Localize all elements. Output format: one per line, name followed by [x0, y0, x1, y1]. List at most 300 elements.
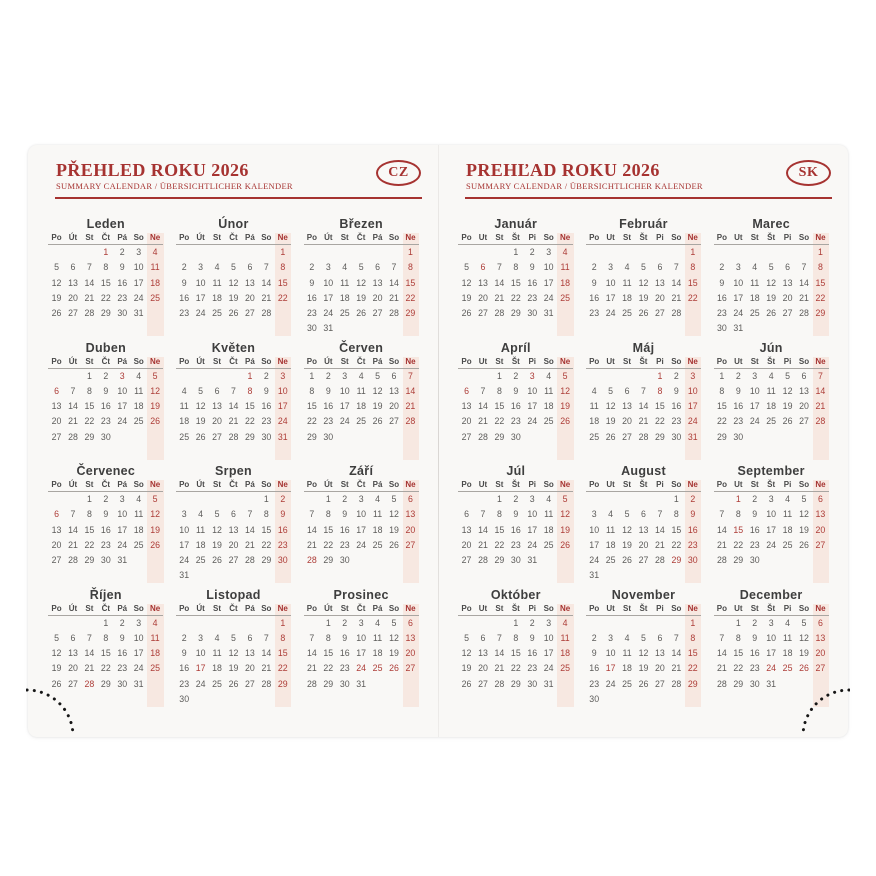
day-cell: 29	[277, 678, 288, 689]
day-cell: 15	[671, 524, 682, 535]
day-cell: 8	[657, 385, 663, 396]
day-cell: 15	[733, 524, 744, 535]
day-cell: 12	[799, 509, 809, 520]
empty-cell	[225, 492, 241, 507]
day-cell: 7	[496, 262, 502, 273]
empty-cell	[304, 445, 320, 460]
day-cell: 11	[212, 648, 222, 659]
month-grid-sk	[455, 216, 832, 710]
weekday-label: Po	[716, 603, 727, 613]
empty-cell	[81, 692, 97, 707]
empty-cell	[557, 568, 573, 583]
weekday-label: So	[261, 233, 272, 242]
weekday-label: Ut	[478, 603, 488, 613]
empty-cell	[130, 321, 146, 336]
day-cell: 20	[405, 648, 416, 659]
empty-cell	[730, 568, 746, 583]
empty-cell	[796, 245, 812, 260]
empty-cell	[242, 492, 258, 507]
day-cell: 11	[356, 385, 366, 396]
weekday-label: Ne	[405, 356, 416, 366]
day-cell: 12	[51, 648, 62, 659]
weekday-header	[48, 233, 163, 245]
weekday-label: Pá	[372, 480, 383, 489]
day-cell: 10	[733, 277, 744, 288]
day-cell: 31	[589, 570, 600, 581]
empty-cell	[275, 445, 291, 460]
month-name: Duben	[85, 340, 127, 355]
month-table	[458, 480, 573, 584]
calendar-spread	[28, 145, 848, 737]
month-table	[586, 480, 701, 584]
day-cell: 11	[622, 277, 632, 288]
day-cell: 17	[195, 292, 206, 303]
day-cell: 21	[68, 539, 78, 550]
day-cell: 19	[638, 292, 649, 303]
empty-cell	[619, 616, 635, 631]
weekday-label: Út	[68, 480, 78, 489]
day-cell: 12	[150, 385, 160, 396]
day-cell: 11	[560, 262, 570, 273]
weekday-label: Čt	[229, 603, 238, 613]
day-grid	[304, 616, 419, 708]
empty-cell	[386, 568, 402, 583]
day-cell: 21	[68, 416, 78, 427]
day-cell: 13	[51, 401, 62, 412]
day-cell: 23	[339, 539, 350, 550]
day-cell: 21	[84, 663, 95, 674]
weekday-label: Ne	[149, 480, 161, 489]
empty-cell	[225, 445, 241, 460]
day-cell: 4	[562, 617, 568, 628]
day-cell: 25	[560, 663, 570, 674]
weekday-label: Po	[179, 356, 190, 366]
day-cell: 19	[638, 663, 649, 674]
weekday-label: St	[85, 603, 94, 613]
day-cell: 25	[372, 539, 383, 550]
day-cell: 14	[638, 401, 649, 412]
day-cell: 4	[181, 385, 187, 396]
day-cell: 9	[690, 509, 696, 520]
day-cell: 10	[356, 632, 367, 643]
day-cell: 23	[100, 416, 111, 427]
weekday-label: Po	[51, 480, 62, 489]
month-name: Január	[494, 217, 538, 231]
day-cell: 27	[638, 555, 649, 566]
empty-cell	[225, 245, 241, 260]
day-cell: 23	[671, 416, 682, 427]
weekday-label: Ne	[687, 356, 698, 366]
day-cell: 14	[84, 277, 95, 288]
weekday-label: Št	[639, 603, 648, 613]
month-leden	[45, 216, 167, 340]
day-cell: 2	[591, 262, 597, 273]
day-cell: 9	[591, 277, 597, 288]
day-cell: 28	[815, 416, 826, 427]
weekday-label: Po	[179, 233, 190, 242]
day-cell: 18	[195, 539, 206, 550]
weekday-header	[586, 357, 701, 369]
empty-cell	[763, 553, 779, 568]
month-júl	[455, 463, 577, 587]
empty-cell	[557, 306, 573, 321]
month-name: Máj	[632, 340, 655, 355]
day-cell: 8	[407, 262, 413, 273]
day-cell: 21	[716, 539, 727, 550]
day-cell: 18	[339, 292, 350, 303]
empty-cell	[386, 553, 402, 568]
day-cell: 9	[103, 509, 109, 520]
day-cell: 19	[150, 401, 160, 412]
empty-cell	[508, 321, 524, 336]
empty-cell	[369, 430, 385, 445]
weekday-label: St	[750, 603, 759, 613]
day-cell: 1	[103, 617, 109, 628]
perforation-dots-icon	[798, 685, 850, 737]
weekday-label: Po	[179, 603, 190, 613]
weekday-label: Ne	[815, 480, 826, 489]
day-cell: 24	[339, 416, 350, 427]
day-cell: 14	[389, 277, 399, 288]
day-cell: 7	[817, 370, 823, 381]
weekday-label: Ne	[277, 356, 288, 366]
month-name: Červenec	[76, 464, 136, 478]
day-cell: 18	[622, 292, 632, 303]
day-cell: 30	[277, 555, 288, 566]
day-cell: 10	[117, 509, 128, 520]
weekday-label: Pi	[656, 233, 664, 242]
day-cell: 2	[119, 247, 125, 257]
day-cell: 14	[261, 648, 272, 659]
day-cell: 25	[766, 416, 777, 427]
weekday-label: Ut	[606, 603, 615, 613]
weekday-label: St	[623, 233, 632, 242]
weekday-header	[586, 604, 701, 616]
day-cell: 5	[608, 385, 614, 396]
empty-cell	[796, 553, 812, 568]
empty-cell	[668, 616, 684, 631]
empty-cell	[685, 568, 701, 583]
empty-cell	[812, 321, 828, 336]
empty-cell	[491, 321, 507, 336]
day-cell: 21	[306, 539, 317, 550]
day-cell: 31	[277, 431, 288, 442]
weekday-label: Út	[68, 603, 78, 613]
day-grid	[586, 369, 701, 461]
day-cell: 7	[247, 509, 253, 520]
day-cell: 30	[749, 678, 760, 689]
day-cell: 21	[799, 292, 809, 303]
day-cell: 2	[752, 617, 758, 628]
day-cell: 12	[150, 509, 160, 520]
day-cell: 21	[716, 663, 727, 674]
weekday-label: Po	[716, 233, 727, 242]
empty-cell	[668, 692, 684, 707]
month-table	[714, 357, 829, 461]
empty-cell	[796, 445, 812, 460]
day-cell: 31	[356, 678, 367, 689]
day-cell: 15	[84, 524, 95, 535]
empty-cell	[337, 568, 353, 583]
empty-cell	[779, 321, 795, 336]
empty-cell	[114, 445, 130, 460]
day-cell: 6	[375, 262, 381, 273]
day-cell: 12	[560, 509, 570, 520]
day-cell: 28	[716, 555, 727, 566]
weekday-label: Ne	[405, 603, 416, 613]
day-cell: 11	[134, 509, 144, 520]
weekday-label: Ut	[734, 603, 743, 613]
empty-cell	[557, 692, 573, 707]
day-cell: 13	[815, 509, 826, 520]
weekday-header	[176, 233, 291, 245]
weekday-label: So	[798, 480, 810, 489]
day-cell: 17	[195, 663, 206, 674]
day-cell: 11	[606, 524, 616, 535]
day-cell: 17	[323, 292, 334, 303]
day-cell: 20	[815, 648, 826, 659]
day-cell: 13	[68, 648, 78, 659]
empty-cell	[602, 369, 618, 384]
day-cell: 6	[247, 632, 253, 643]
day-cell: 29	[510, 678, 521, 689]
weekday-label: Ne	[559, 233, 571, 242]
day-cell: 26	[389, 663, 399, 674]
day-cell: 27	[655, 308, 665, 319]
day-cell: 7	[673, 632, 679, 643]
empty-cell	[81, 616, 97, 631]
day-cell: 2	[690, 494, 696, 504]
weekday-label: Čt	[229, 233, 238, 242]
day-cell: 20	[68, 292, 78, 303]
month-name: Marec	[752, 217, 790, 231]
day-cell: 28	[68, 555, 78, 566]
day-cell: 31	[733, 323, 744, 334]
day-cell: 6	[407, 494, 413, 504]
day-cell: 18	[133, 401, 144, 412]
day-cell: 12	[356, 277, 367, 288]
weekday-header	[304, 604, 419, 616]
weekday-label: Čt	[101, 233, 111, 242]
day-cell: 19	[560, 401, 570, 412]
empty-cell	[524, 321, 540, 336]
month-table	[304, 604, 419, 708]
weekday-label: Út	[196, 356, 205, 366]
day-cell: 4	[342, 262, 348, 273]
empty-cell	[763, 692, 779, 707]
day-cell: 27	[228, 555, 239, 566]
day-cell: 11	[544, 385, 554, 396]
day-cell: 30	[527, 678, 538, 689]
day-cell: 1	[309, 370, 315, 381]
day-cell: 3	[119, 370, 125, 381]
day-grid	[458, 616, 573, 708]
day-cell: 25	[589, 431, 600, 442]
day-cell: 12	[228, 277, 239, 288]
day-cell: 9	[513, 509, 519, 520]
day-cell: 3	[198, 632, 204, 643]
day-cell: 3	[198, 262, 204, 273]
day-cell: 21	[494, 663, 505, 674]
empty-cell	[557, 430, 573, 445]
day-cell: 7	[263, 262, 269, 273]
day-cell: 17	[527, 401, 538, 412]
day-cell: 24	[766, 663, 777, 674]
day-cell: 18	[782, 648, 793, 659]
day-cell: 15	[494, 524, 505, 535]
day-cell: 28	[389, 308, 399, 319]
day-cell: 4	[546, 494, 552, 504]
month-name: August	[621, 464, 666, 478]
day-grid	[458, 245, 573, 337]
day-cell: 2	[529, 617, 535, 628]
day-cell: 31	[323, 323, 334, 334]
weekday-label: Po	[51, 233, 62, 242]
day-cell: 15	[84, 401, 95, 412]
empty-cell	[353, 430, 369, 445]
day-cell: 10	[605, 277, 616, 288]
empty-cell	[320, 692, 336, 707]
day-cell: 27	[405, 539, 416, 550]
day-cell: 17	[117, 524, 128, 535]
day-grid	[176, 369, 291, 461]
day-cell: 7	[657, 509, 663, 520]
empty-cell	[147, 568, 163, 583]
day-cell: 23	[179, 678, 190, 689]
empty-cell	[242, 616, 258, 631]
day-cell: 27	[782, 308, 793, 319]
day-cell: 16	[117, 648, 128, 659]
day-cell: 2	[752, 494, 758, 504]
day-cell: 2	[181, 262, 187, 273]
weekday-label: So	[671, 233, 682, 242]
day-cell: 12	[212, 524, 222, 535]
empty-cell	[714, 692, 730, 707]
day-cell: 14	[655, 524, 665, 535]
day-cell: 10	[133, 262, 144, 273]
weekday-header	[48, 604, 163, 616]
weekday-label: Pá	[117, 233, 128, 242]
empty-cell	[747, 321, 763, 336]
weekday-label: Št	[639, 356, 648, 366]
weekday-label: Út	[324, 603, 333, 613]
day-cell: 1	[263, 494, 269, 504]
empty-cell	[369, 568, 385, 583]
day-cell: 15	[815, 277, 826, 288]
day-cell: 11	[783, 632, 793, 643]
weekday-label: So	[261, 603, 272, 613]
weekday-label: Pi	[656, 356, 664, 366]
day-cell: 8	[735, 632, 741, 643]
day-cell: 10	[543, 632, 554, 643]
day-cell: 18	[150, 648, 160, 659]
empty-cell	[796, 430, 812, 445]
weekday-label: Pi	[528, 233, 537, 242]
day-cell: 10	[589, 524, 600, 535]
weekday-label: St	[750, 480, 759, 489]
day-cell: 26	[372, 416, 383, 427]
empty-cell	[65, 321, 81, 336]
day-cell: 8	[309, 385, 315, 396]
day-cell: 7	[309, 509, 315, 520]
day-cell: 16	[339, 524, 350, 535]
day-cell: 23	[179, 308, 190, 319]
empty-cell	[540, 430, 556, 445]
day-cell: 1	[103, 247, 109, 257]
day-cell: 28	[68, 431, 78, 442]
weekday-label: So	[261, 480, 272, 489]
day-cell: 11	[340, 277, 350, 288]
day-cell: 26	[799, 663, 809, 674]
month-name: Září	[349, 464, 374, 478]
day-cell: 30	[687, 555, 698, 566]
empty-cell	[147, 692, 163, 707]
empty-cell	[475, 321, 491, 336]
day-cell: 18	[543, 401, 554, 412]
day-cell: 3	[752, 370, 758, 381]
weekday-label: Pi	[528, 356, 537, 366]
day-cell: 14	[671, 648, 682, 659]
day-cell: 14	[671, 277, 682, 288]
weekday-label: Po	[716, 480, 727, 489]
day-cell: 6	[657, 632, 663, 643]
weekday-label: So	[388, 356, 400, 366]
day-cell: 27	[68, 678, 78, 689]
day-cell: 10	[323, 277, 334, 288]
weekday-label: Pi	[656, 480, 664, 489]
day-cell: 13	[655, 648, 665, 659]
empty-cell	[602, 492, 618, 507]
empty-cell	[508, 445, 524, 460]
empty-cell	[402, 568, 418, 583]
day-cell: 8	[263, 509, 269, 520]
day-cell: 18	[543, 524, 554, 535]
day-cell: 22	[245, 416, 255, 427]
day-cell: 3	[690, 370, 696, 381]
empty-cell	[65, 445, 81, 460]
empty-cell	[369, 445, 385, 460]
empty-cell	[192, 445, 208, 460]
day-cell: 9	[529, 632, 535, 643]
day-cell: 27	[68, 308, 78, 319]
day-cell: 26	[461, 678, 472, 689]
day-cell: 26	[638, 678, 649, 689]
country-badge-cz: CZ	[376, 160, 421, 186]
day-cell: 24	[117, 416, 128, 427]
day-cell: 22	[733, 663, 744, 674]
day-cell: 8	[280, 262, 286, 273]
weekday-label: Po	[589, 603, 600, 613]
day-cell: 5	[624, 509, 630, 520]
day-cell: 12	[461, 648, 472, 659]
day-cell: 20	[478, 663, 488, 674]
day-cell: 22	[510, 663, 521, 674]
day-cell: 5	[391, 494, 397, 504]
weekday-label: Ut	[734, 356, 743, 366]
month-jún	[710, 340, 832, 464]
month-name: September	[737, 464, 805, 478]
day-cell: 25	[622, 308, 632, 319]
empty-cell	[635, 692, 651, 707]
day-cell: 17	[133, 648, 144, 659]
day-cell: 25	[782, 663, 793, 674]
day-cell: 13	[815, 632, 826, 643]
day-cell: 2	[513, 370, 519, 381]
empty-cell	[147, 677, 163, 692]
weekday-label: Št	[639, 233, 648, 242]
month-table	[48, 233, 163, 337]
month-name: Říjen	[89, 587, 122, 602]
